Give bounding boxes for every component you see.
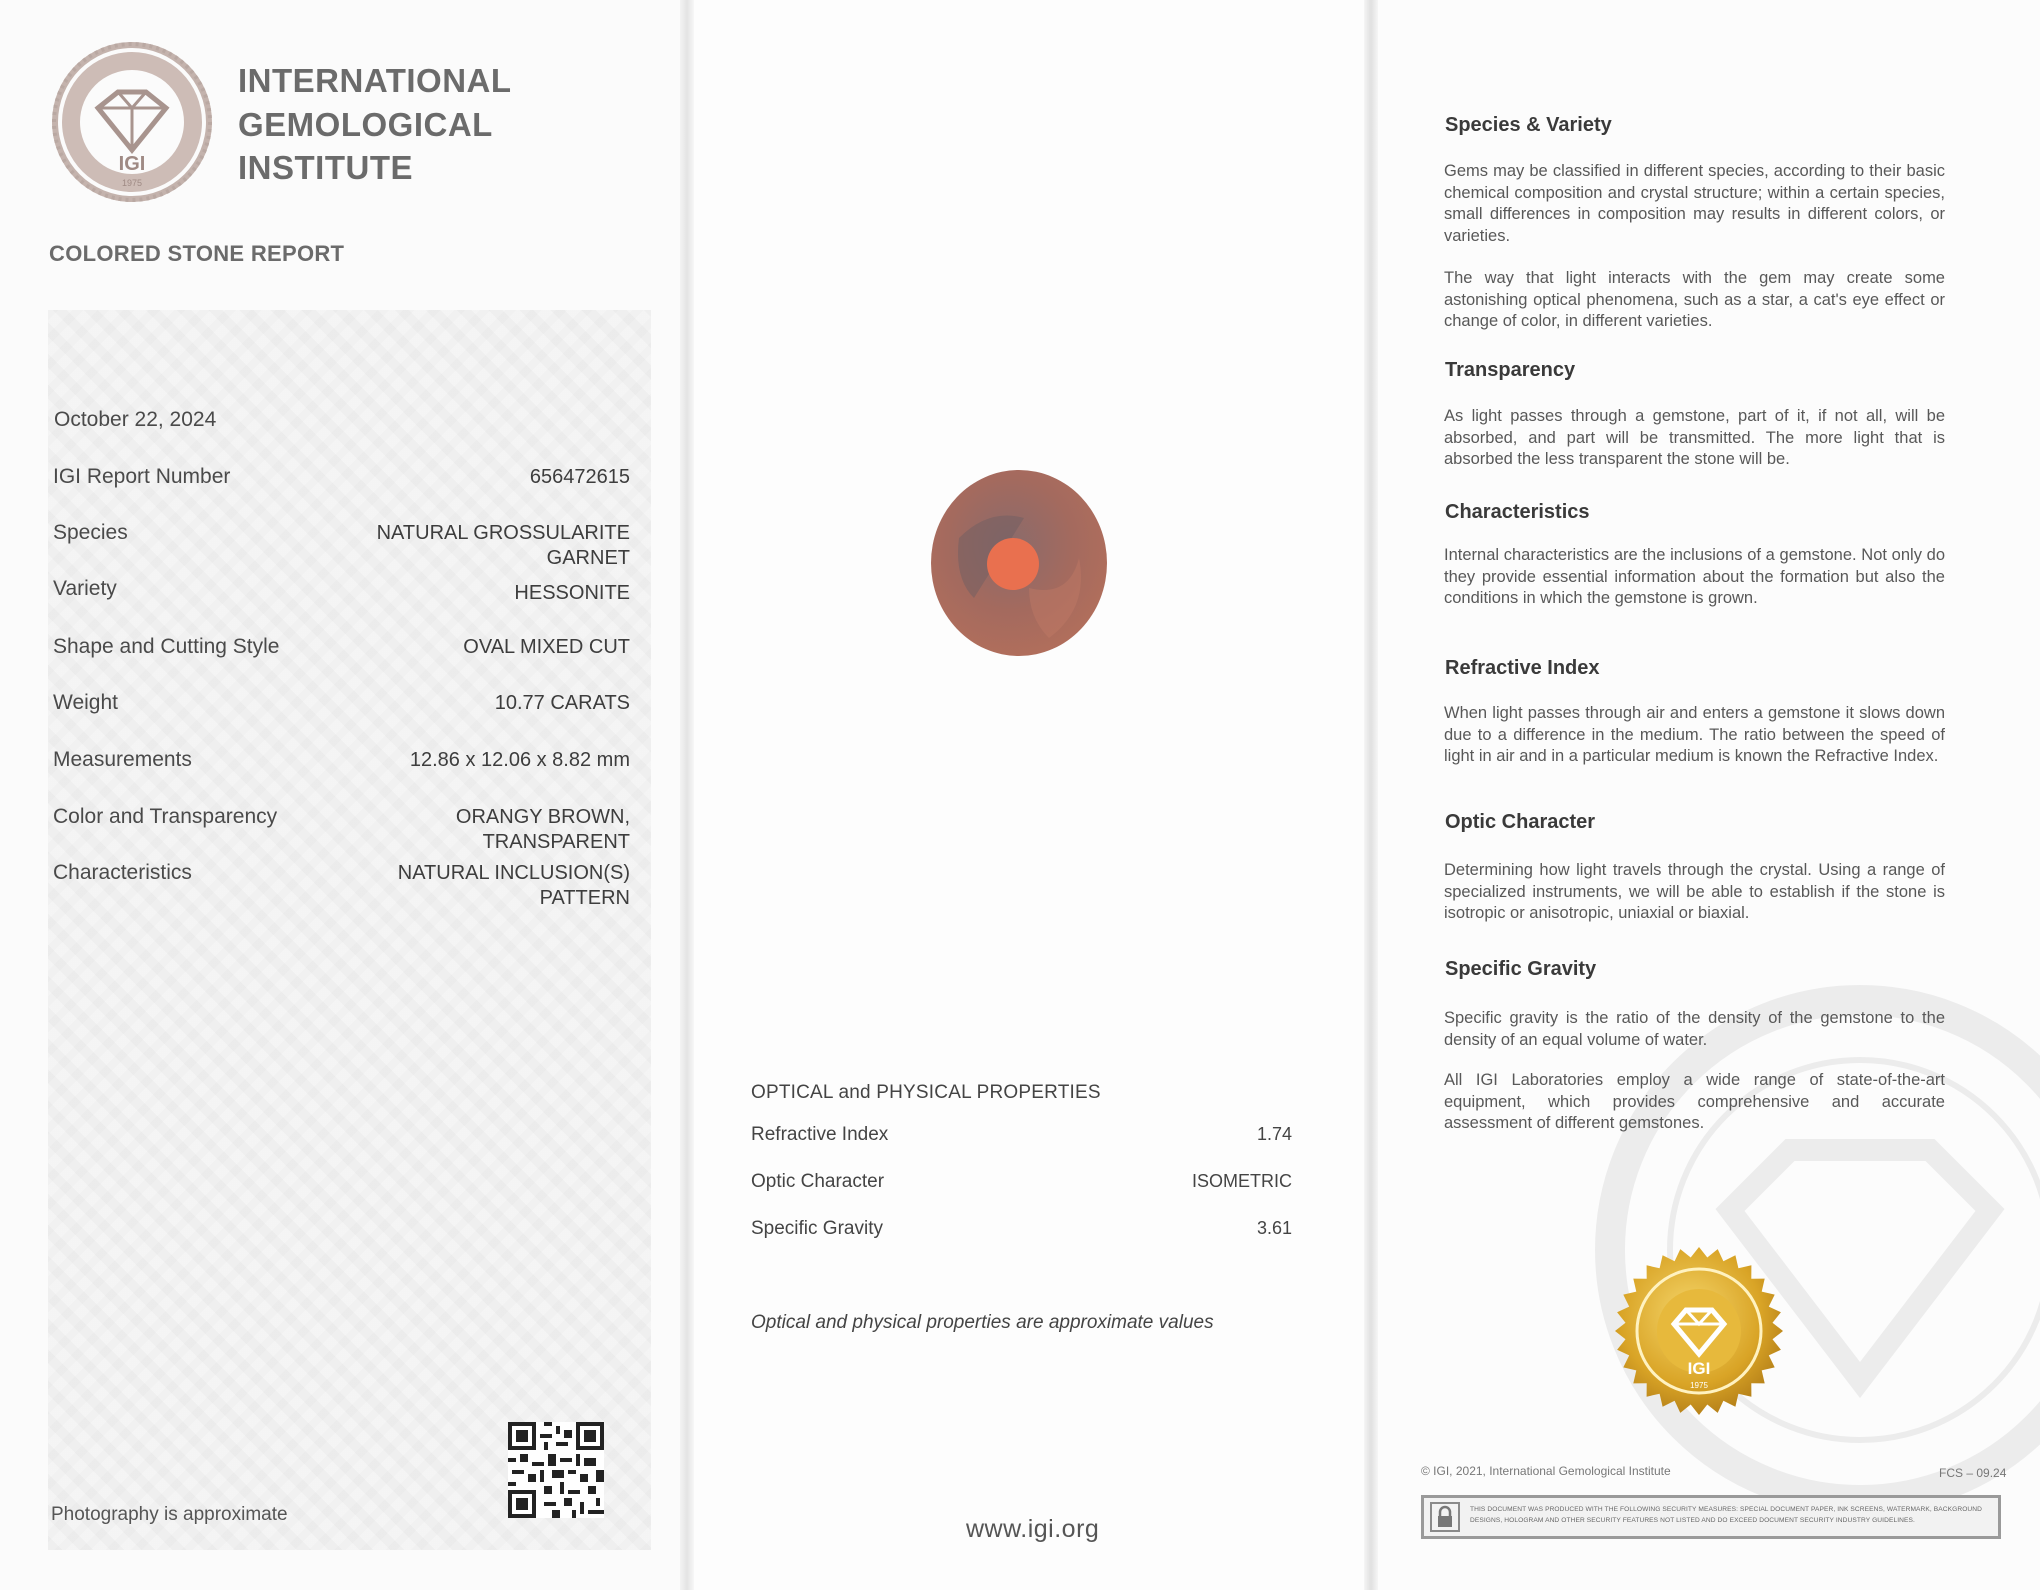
properties-disclaimer: Optical and physical properties are approximate values: [751, 1312, 1214, 1333]
property-label: Specific Gravity: [751, 1218, 883, 1239]
report-type-title: COLORED STONE REPORT: [49, 241, 345, 266]
field-label: Measurements: [53, 748, 192, 771]
glossary-paragraph: Determining how light travels through the crystal. Using a range of specialized instruments, we will be able to establish if the stone is isotropic or anisotropic, uniaxial or biaxial.: [1444, 861, 1945, 922]
property-label: Refractive Index: [751, 1124, 889, 1145]
svg-text:1975: 1975: [1690, 1381, 1708, 1390]
glossary-paragraph: The way that light interacts with the gem may create some astonishing optical phenomena, such as a star, a cat's eye effect or change of color, in different varieties.: [1444, 269, 1945, 330]
field-label: Color and Transparency: [53, 805, 278, 828]
svg-text:IGI: IGI: [118, 153, 146, 175]
field-label: IGI Report Number: [53, 465, 231, 488]
glossary-paragraph: Specific gravity is the ratio of the density of the gemstone to the density of an equal volume of water.: [1444, 1009, 1945, 1049]
field-value: 10.77 CARATS: [494, 692, 630, 714]
property-row: [751, 1218, 1292, 1240]
photo-disclaimer: Photography is approximate: [51, 1504, 288, 1525]
property-label: Optic Character: [751, 1171, 885, 1192]
property-row: [751, 1171, 1292, 1193]
property-value: ISOMETRIC: [1191, 1171, 1292, 1191]
field-label: Variety: [53, 577, 117, 600]
glossary-paragraph: When light passes through air and enters a gemstone it slows down due to a difference in the medium. The ratio between the speed of light in air and in a particular medium is known the Refractive Index.: [1444, 704, 1945, 765]
org-name-line1: INTERNATIONAL: [238, 62, 512, 99]
glossary-heading: Characteristics: [1445, 501, 1590, 523]
org-name-line2: GEMOLOGICAL: [238, 106, 493, 143]
property-value: 3.61: [1256, 1218, 1292, 1238]
middle-panel: [688, 0, 1372, 1590]
gold-seal-icon: [1614, 1246, 1784, 1416]
org-name-line3: INSTITUTE: [238, 149, 413, 186]
watermark-background: [48, 310, 651, 1550]
security-notice: [1421, 1495, 2001, 1539]
field-value: NATURAL GROSSULARITE GARNET: [376, 522, 630, 569]
property-value: 1.74: [1256, 1124, 1292, 1144]
field-label: Weight: [53, 691, 118, 714]
copyright-text: © IGI, 2021, International Gemological Institute: [1421, 1464, 1671, 1478]
field-label: Characteristics: [53, 861, 192, 884]
fold-line: [1364, 0, 1378, 1590]
glossary-heading: Species & Variety: [1445, 114, 1612, 136]
form-code: FCS – 09.24: [1939, 1466, 2007, 1480]
glossary-heading: Transparency: [1445, 359, 1576, 381]
fold-line: [680, 0, 694, 1590]
field-value: 656472615: [529, 466, 630, 488]
glossary-paragraph: Internal characteristics are the inclusions of a gemstone. Not only do they provide essential information about the formation but also the conditions in which the gemstone is grown.: [1444, 546, 1945, 607]
glossary-heading: Optic Character: [1445, 811, 1596, 833]
field-label: Species: [53, 521, 128, 544]
glossary-heading: Refractive Index: [1445, 657, 1600, 679]
report-date: October 22, 2024: [54, 408, 217, 431]
glossary-paragraph: As light passes through a gemstone, part of it, if not all, will be absorbed, and part will be transmitted. The more light that is absorbed the less transparent the stone will be.: [1444, 407, 1945, 468]
svg-text:1975: 1975: [121, 178, 143, 188]
properties-title: OPTICAL and PHYSICAL PROPERTIES: [751, 1082, 1101, 1103]
svg-text:IGI: IGI: [1687, 1359, 1711, 1378]
lock-icon: [1430, 1502, 1460, 1532]
glossary-paragraph: Gems may be classified in different species, according to their basic chemical composition and crystal structure; within a certain species, small differences in composition may results in different colors, or varieties.: [1444, 162, 1945, 245]
gemstone-photo: [929, 468, 1109, 658]
field-label: Shape and Cutting Style: [53, 635, 280, 658]
glossary-paragraph: All IGI Laboratories employ a wide range of state-of-the-art equipment, which provides comprehensive and accurate assessment of different gemstones.: [1444, 1071, 1945, 1132]
property-row: [751, 1124, 1292, 1146]
glossary-heading: Specific Gravity: [1445, 958, 1597, 980]
igi-seal-icon: [48, 38, 216, 206]
field-value: 12.86 x 12.06 x 8.82 mm: [409, 749, 630, 771]
field-value: HESSONITE: [514, 582, 630, 604]
security-text: THIS DOCUMENT WAS PRODUCED WITH THE FOLLOWING SECURITY MEASURES: SPECIAL DOCUMENT PAPER, INK SCREENS, WATERMARK, BACKGROUND DESIGNS, HOLOGRAM AND OTHER SECURITY FEATURES NOT LISTED AND DO EXCEED DOCUMENT SECURITY INDUSTRY GUIDELINES.: [1470, 1506, 1983, 1524]
field-value: OVAL MIXED CUT: [463, 636, 630, 658]
field-value: NATURAL INCLUSION(S) PATTERN: [397, 862, 630, 909]
field-value: ORANGY BROWN, TRANSPARENT: [455, 806, 630, 853]
website-link[interactable]: www.igi.org: [966, 1515, 1100, 1543]
qr-code-icon[interactable]: [508, 1422, 604, 1518]
